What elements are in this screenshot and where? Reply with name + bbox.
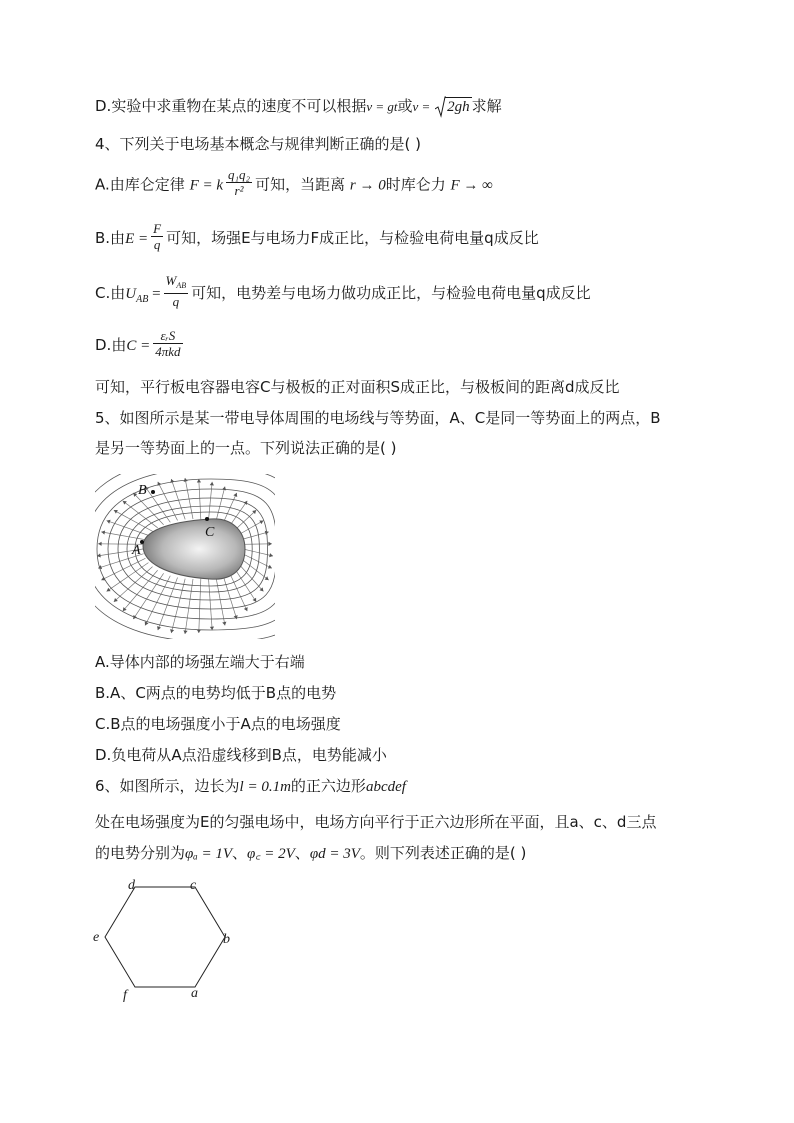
phi-d-value: φd = 3V (309, 846, 360, 862)
separator-2: 、 (294, 844, 310, 862)
q5-option-a: A.导体内部的场强左端大于右端 (95, 653, 305, 671)
field-arrowhead (123, 501, 127, 505)
field-arrowhead (197, 629, 201, 633)
vertex-f-label: f (123, 988, 127, 1003)
voltage-symbol: U (125, 286, 137, 302)
q6-stem-line3 (95, 843, 526, 864)
f-to-infinity: F → ∞ (450, 177, 493, 194)
coulomb-numerator: q₁q₂ (228, 167, 251, 182)
q4-option-c (95, 273, 591, 315)
r-to-zero: r → 0 (349, 177, 386, 194)
q3-option-d (95, 96, 502, 117)
conductor-shape (143, 519, 245, 579)
field-line (145, 576, 170, 626)
q5-option-c: C.B点的电场强度小于A点的电场强度 (95, 715, 341, 733)
formula-v-lhs: v = (412, 99, 431, 114)
vertex-d-label: d (128, 878, 135, 893)
field-arrowhead (133, 615, 137, 619)
q4-option-b-prefix: B.由 (95, 229, 126, 247)
q5-option-b: B.A、C两点的电势均低于B点的电势 (95, 684, 337, 702)
label-c: C (205, 525, 215, 540)
hexagon-name: abcdef (365, 779, 406, 795)
field-line (114, 510, 153, 531)
vertex-a-label: a (191, 986, 198, 1001)
field-line (241, 532, 269, 540)
field-numerator: F (153, 220, 162, 236)
field-arrowhead (101, 530, 105, 534)
q4-option-a-prefix: A.由库仑定律 (95, 175, 185, 194)
side-length-formula: l = 0.1m (239, 779, 291, 795)
field-arrowhead (222, 622, 226, 626)
voltage-fraction (164, 274, 189, 309)
field-line (243, 549, 273, 556)
field-line (208, 578, 212, 631)
vertex-b-label: b (223, 932, 230, 947)
hexagon-figure (93, 875, 243, 1005)
formula-v-gt: v = gt (366, 99, 398, 114)
field-line (199, 479, 201, 519)
q4-option-b-text: 可知，场强E与电场力F成正比，与检验电荷电量q成反比 (166, 229, 539, 247)
phi-c-value: φ꜀ = 2V (247, 846, 295, 862)
equals-sign: = (152, 286, 161, 302)
field-line (222, 573, 236, 619)
work-subscript: AB (176, 281, 187, 290)
field-line (123, 501, 158, 528)
field-arrowhead (265, 576, 269, 580)
point-b (151, 490, 155, 494)
field-line (185, 579, 193, 634)
q4-option-a-mid: 可知，当距离 (255, 175, 346, 194)
label-b: B (138, 483, 147, 498)
q6-stem-suffix: 的正六边形 (290, 777, 366, 795)
field-lhs: E = (125, 231, 149, 247)
field-lines-diagram (95, 474, 275, 639)
q5-stem-line1: 5、如图所示是某一带电导体周围的电场线与等势面，A、C是同一等势面上的两点，B (95, 409, 661, 427)
coulomb-denominator: r² (234, 183, 244, 198)
field-line (208, 482, 212, 521)
q6-stem-line2: 处在电场强度为E的匀强电场中，电场方向平行于正六边形所在平面，且a、c、d三点 (95, 813, 657, 831)
q6-stem3-suffix: 。则下列表述正确的是( ) (359, 844, 527, 862)
field-arrowhead (210, 482, 214, 486)
vertex-e-label: e (93, 930, 100, 945)
coulomb-fraction (226, 168, 252, 198)
q4-option-b (95, 220, 539, 254)
q4-option-a-mid2: 时库仑力 (385, 175, 446, 194)
q6-stem-line1 (95, 776, 406, 797)
point-a (140, 540, 144, 544)
sqrt-radicand: 2gh (447, 99, 470, 115)
capacitance-numerator: εᵣS (153, 329, 182, 344)
q4-option-d (95, 327, 186, 361)
q4-option-c-prefix: C.由 (95, 284, 126, 302)
field-line (228, 570, 247, 611)
q4-stem: 4、下列关于电场基本概念与规律判断正确的是( ) (95, 135, 422, 153)
q3-option-d-text: D.实验中求重物在某点的速度不可以根据 (95, 97, 367, 115)
field-arrowhead (268, 542, 272, 546)
voltage-lhs (125, 286, 161, 305)
field-arrowhead (107, 588, 111, 592)
q4-option-c-text: 可知，电势差与电场力做功成正比，与检验电荷电量q成反比 (191, 284, 591, 302)
capacitance-lhs: C = (126, 338, 151, 354)
vertex-c-label: c (190, 878, 197, 893)
field-line (101, 532, 145, 540)
voltage-subscript: AB (136, 294, 149, 305)
field-arrowhead (170, 629, 174, 633)
field-denominator: q (153, 236, 161, 252)
q5-option-d: D.负电荷从A点沿虚线移到B点，电势能减小 (95, 746, 387, 764)
capacitance-fraction (153, 329, 182, 359)
field-arrowhead (222, 487, 226, 491)
q3-option-d-suffix: 求解 (471, 97, 502, 115)
field-lines-figure (95, 474, 275, 639)
sqrt-2gh (435, 97, 472, 117)
hexagon-shape (105, 887, 225, 987)
coulomb-lhs: F = k (189, 177, 224, 194)
or-text: 或 (397, 97, 413, 115)
field-arrowhead (183, 630, 187, 634)
q6-stem-prefix: 6、如图所示，边长为 (95, 777, 240, 795)
separator-1: 、 (232, 844, 248, 862)
label-a: A (132, 543, 141, 558)
field-arrowhead (269, 553, 273, 557)
field-line (199, 579, 201, 633)
hexagon-diagram (93, 875, 243, 1005)
voltage-denominator: q (172, 294, 180, 309)
field-line (233, 567, 256, 602)
q4-option-d-cont: 可知，平行板电容器电容C与极板的正对面积S成正比，与极板间的距离d成反比 (95, 378, 620, 396)
field-fraction (151, 222, 163, 252)
q4-option-a (95, 167, 493, 200)
field-arrowhead (98, 542, 102, 546)
field-arrowhead (243, 501, 247, 505)
capacitance-denominator: 4πkd (155, 343, 181, 359)
q5-stem-line2: 是另一等势面上的一点。下列说法正确的是( ) (95, 439, 397, 457)
work-symbol: W (165, 273, 177, 288)
q6-stem3-prefix: 的电势分别为 (95, 844, 186, 862)
field-line (216, 576, 225, 626)
q4-option-d-prefix: D.由 (95, 336, 127, 354)
voltage-numerator (164, 274, 189, 294)
phi-a-value: φₐ = 1V (185, 846, 232, 862)
point-c (205, 517, 209, 521)
field-line (216, 487, 225, 523)
